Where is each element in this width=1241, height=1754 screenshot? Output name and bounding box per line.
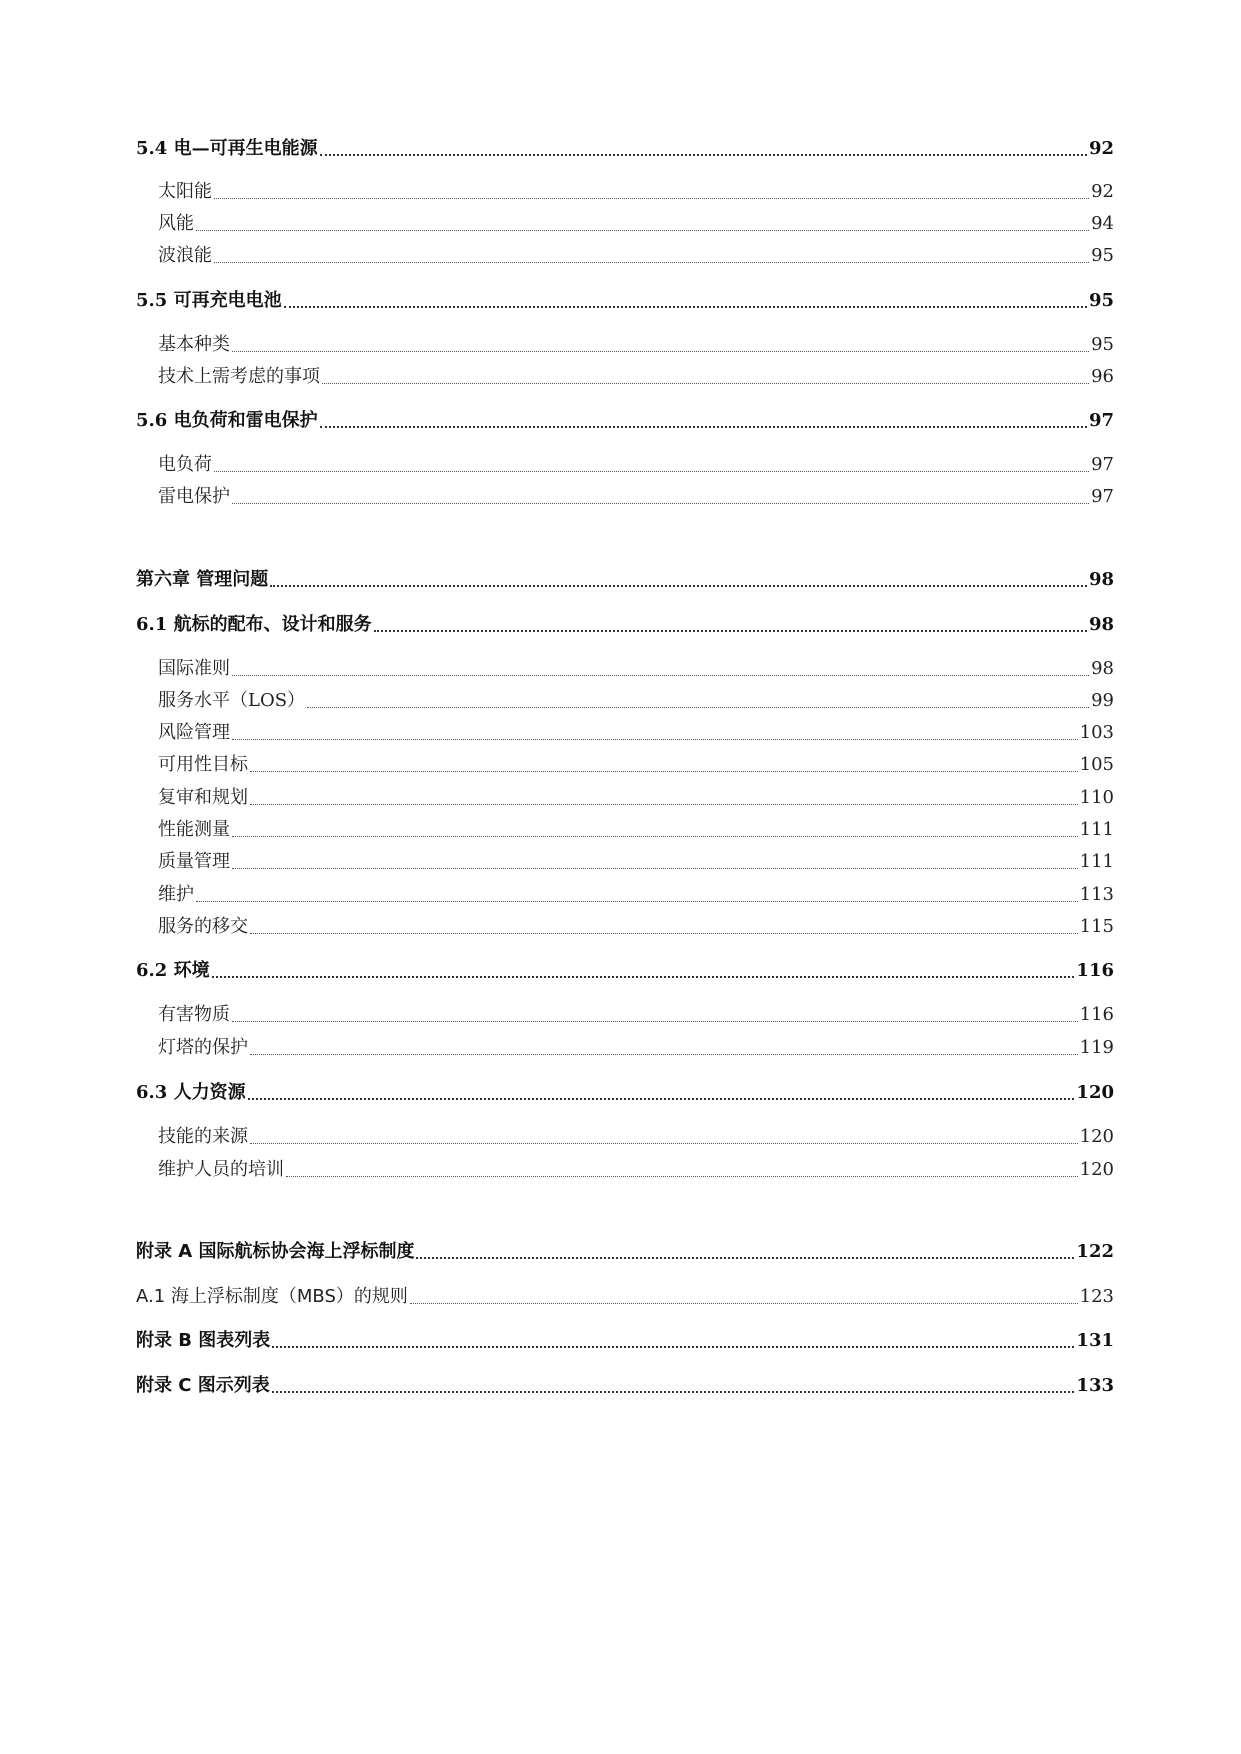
toc-entry[interactable] <box>158 815 1114 845</box>
toc-entry-page: 120 <box>1079 1159 1114 1180</box>
dot-leader <box>214 241 1089 271</box>
toc-entry-title: 5.5 可再充电电池 <box>136 290 282 311</box>
toc-entry-page: 105 <box>1079 754 1114 775</box>
toc-entry-page: 122 <box>1076 1241 1114 1262</box>
toc-entry[interactable] <box>158 482 1114 512</box>
toc-entry-title: 灯塔的保护 <box>158 1037 248 1058</box>
toc-entry[interactable] <box>158 450 1114 480</box>
toc-entry-page: 103 <box>1079 722 1114 743</box>
toc-entry-chapter-6[interactable] <box>136 565 1114 595</box>
dot-leader <box>250 912 1078 942</box>
toc-entry-title: 有害物质 <box>158 1004 230 1025</box>
toc-entry-5-6[interactable] <box>136 406 1114 436</box>
dot-leader <box>196 209 1089 239</box>
toc-entry-page: 111 <box>1079 851 1114 872</box>
toc-entry-page: 92 <box>1091 181 1114 202</box>
dot-leader <box>214 177 1089 207</box>
toc-entry-page: 131 <box>1076 1330 1114 1351</box>
toc-entry-page: 115 <box>1079 916 1114 937</box>
toc-entry[interactable] <box>158 783 1114 813</box>
toc-entry-title: 技能的来源 <box>158 1126 248 1147</box>
toc-entry-page: 96 <box>1091 366 1114 387</box>
toc-entry-6-2[interactable] <box>136 956 1114 986</box>
toc-entry-title: 附录 B 图表列表 <box>136 1330 271 1351</box>
toc-entry-6-3[interactable] <box>136 1078 1114 1108</box>
toc-entry-title: 5.4 电—可再生电能源 <box>136 138 318 159</box>
dot-leader <box>232 482 1089 512</box>
dot-leader <box>232 847 1078 877</box>
toc-entry[interactable] <box>158 209 1114 239</box>
toc-entry-title: 风险管理 <box>158 722 230 743</box>
dot-leader <box>232 330 1089 360</box>
toc-entry[interactable] <box>158 912 1114 942</box>
toc-entry-page: 92 <box>1088 138 1114 159</box>
toc-entry-page: 97 <box>1091 454 1114 475</box>
toc-entry-title: 维护人员的培训 <box>158 1159 284 1180</box>
dot-leader <box>250 1122 1078 1152</box>
dot-leader <box>196 880 1078 910</box>
toc-entry-title: 第六章 管理问题 <box>136 569 269 590</box>
toc-entry-title: 复审和规划 <box>158 787 248 808</box>
dot-leader <box>214 450 1089 480</box>
toc-entry-title: 基本种类 <box>158 334 230 355</box>
toc-entry-page: 95 <box>1088 290 1114 311</box>
dot-leader <box>250 783 1078 813</box>
toc-entry[interactable] <box>158 1000 1114 1030</box>
toc-entry[interactable] <box>158 1122 1114 1152</box>
toc-entry-page: 97 <box>1091 486 1114 507</box>
toc-entry-title: 附录 A 国际航标协会海上浮标制度 <box>136 1241 415 1262</box>
toc-entry[interactable] <box>158 177 1114 207</box>
toc-entry-title: 波浪能 <box>158 245 212 266</box>
toc-entry-5-5[interactable] <box>136 286 1114 316</box>
toc-entry-title: 质量管理 <box>158 851 230 872</box>
toc-entry-title: 国际准则 <box>158 658 230 679</box>
toc-entry-page: 120 <box>1076 1082 1114 1103</box>
dot-leader <box>320 134 1087 164</box>
toc-entry-page: 113 <box>1079 884 1114 905</box>
toc-entry-page: 98 <box>1091 658 1114 679</box>
toc-entry-title: 附录 C 图示列表 <box>136 1375 270 1396</box>
toc-entry-page: 133 <box>1076 1375 1114 1396</box>
dot-leader <box>272 1326 1074 1356</box>
toc-entry-page: 95 <box>1091 334 1114 355</box>
toc-entry-title: 5.6 电负荷和雷电保护 <box>136 410 318 431</box>
toc-entry-title: 电负荷 <box>158 454 212 475</box>
toc-entry-page: 123 <box>1079 1286 1114 1307</box>
toc-entry[interactable] <box>158 241 1114 271</box>
toc-entry-appendix-b[interactable] <box>136 1326 1114 1356</box>
toc-entry-page: 98 <box>1088 569 1114 590</box>
toc-entry-title: 6.3 人力资源 <box>136 1082 246 1103</box>
toc-entry-page: 111 <box>1079 819 1114 840</box>
toc-entry-appendix-a-1[interactable] <box>136 1282 1114 1312</box>
dot-leader <box>322 362 1089 392</box>
toc-entry-page: 95 <box>1091 245 1114 266</box>
dot-leader <box>416 1237 1074 1267</box>
dot-leader <box>286 1155 1078 1185</box>
toc-entry-appendix-c[interactable] <box>136 1371 1114 1401</box>
dot-leader <box>284 286 1087 316</box>
toc-entry[interactable] <box>158 1155 1114 1185</box>
toc-entry-title: 性能测量 <box>158 819 230 840</box>
toc-entry-page: 116 <box>1076 960 1114 981</box>
toc-entry-title: 6.2 环境 <box>136 960 210 981</box>
toc-entry-title: 可用性目标 <box>158 754 248 775</box>
toc-entry-title: 服务水平（LOS） <box>158 690 306 711</box>
dot-leader <box>307 686 1089 716</box>
toc-entry-6-1[interactable] <box>136 610 1114 640</box>
toc-entry-page: 97 <box>1088 410 1114 431</box>
toc-entry-page: 119 <box>1079 1037 1114 1058</box>
toc-entry[interactable] <box>158 330 1114 360</box>
dot-leader <box>320 406 1087 436</box>
dot-leader <box>232 654 1089 684</box>
toc-entry[interactable] <box>158 362 1114 392</box>
toc-entry-page: 94 <box>1091 213 1114 234</box>
toc-entry[interactable] <box>158 686 1114 716</box>
toc-entry-5-4[interactable] <box>136 134 1114 164</box>
toc-entry[interactable] <box>158 847 1114 877</box>
toc-entry-title: 雷电保护 <box>158 486 230 507</box>
dot-leader <box>250 1033 1078 1063</box>
toc-entry-page: 99 <box>1091 690 1114 711</box>
dot-leader <box>270 565 1087 595</box>
dot-leader <box>250 750 1078 780</box>
toc-entry-title: A.1 海上浮标制度（MBS）的规则 <box>136 1286 408 1307</box>
toc-entry-title: 技术上需考虑的事项 <box>158 366 320 387</box>
toc-entry-page: 120 <box>1079 1126 1114 1147</box>
dot-leader <box>232 1000 1078 1030</box>
toc-entry[interactable] <box>158 750 1114 780</box>
dot-leader <box>248 1078 1075 1108</box>
toc-entry-title: 维护 <box>158 884 194 905</box>
toc-entry-page: 98 <box>1088 614 1114 635</box>
dot-leader <box>272 1371 1075 1401</box>
toc-entry-title: 服务的移交 <box>158 916 248 937</box>
dot-leader <box>232 718 1078 748</box>
toc-entry[interactable] <box>158 654 1114 684</box>
toc-entry[interactable] <box>158 718 1114 748</box>
dot-leader <box>212 956 1075 986</box>
toc-entry-title: 太阳能 <box>158 181 212 202</box>
toc-entry-page: 110 <box>1079 787 1114 808</box>
toc-entry-appendix-a[interactable] <box>136 1237 1114 1267</box>
dot-leader <box>232 815 1078 845</box>
toc-entry[interactable] <box>158 880 1114 910</box>
toc-entry-title: 6.1 航标的配布、设计和服务 <box>136 614 372 635</box>
toc-entry[interactable] <box>158 1033 1114 1063</box>
toc-entry-title: 风能 <box>158 213 194 234</box>
dot-leader <box>410 1282 1078 1312</box>
toc-entry-page: 116 <box>1079 1004 1114 1025</box>
dot-leader <box>374 610 1087 640</box>
